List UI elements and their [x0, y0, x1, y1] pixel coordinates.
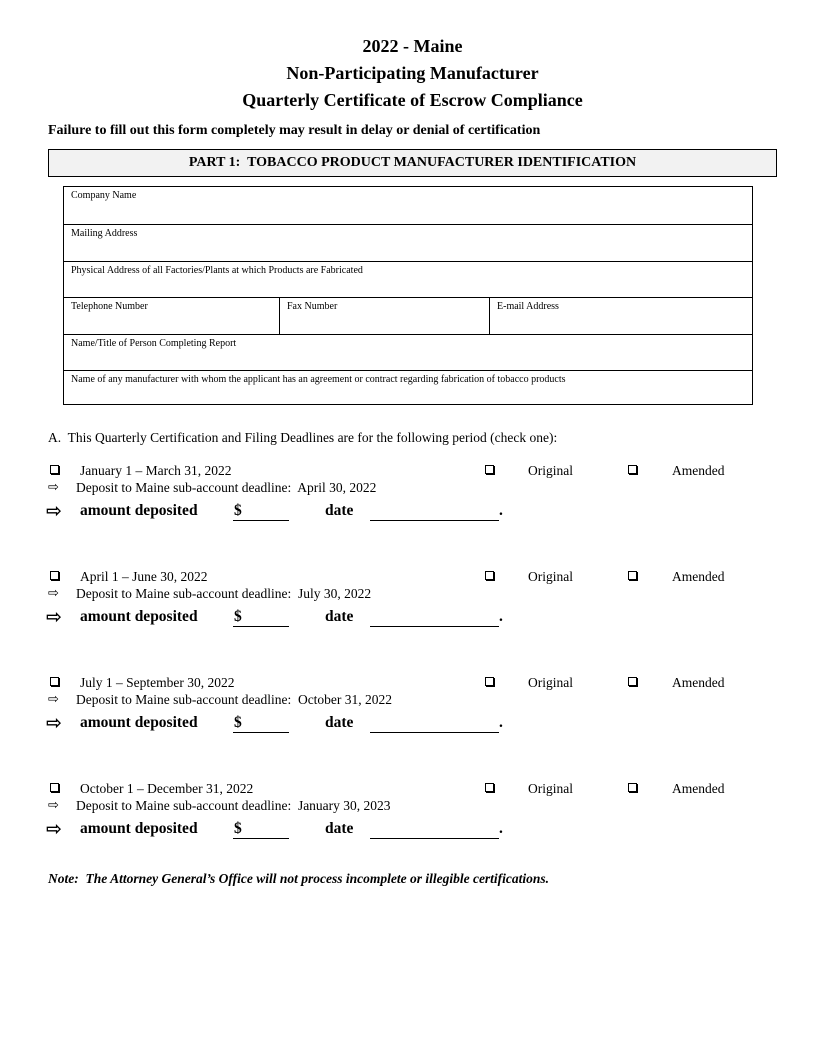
telephone-label: Telephone Number — [71, 301, 148, 312]
date-label: date — [325, 608, 354, 625]
amount-blank[interactable] — [233, 606, 289, 627]
dollar-sign: $ — [234, 608, 242, 625]
amount-deposited-label: amount deposited — [80, 714, 198, 731]
mailing-address-field[interactable] — [64, 224, 752, 261]
amount-blank[interactable] — [233, 500, 289, 521]
person-completing-label: Name/Title of Person Completing Report — [71, 338, 237, 349]
company-name-label: Company Name — [71, 190, 137, 201]
original-label: Original — [528, 569, 573, 584]
mailing-address-label: Mailing Address — [71, 228, 138, 239]
dollar-sign: $ — [234, 502, 242, 519]
fax-field[interactable] — [279, 298, 489, 334]
period-mark: . — [499, 608, 503, 625]
quarter-deadline-line — [48, 797, 777, 814]
warning-text: Failure to fill out this form completely may result in delay or denial of certification — [48, 123, 541, 138]
original-checkbox[interactable] — [485, 465, 494, 474]
quarter-deadline-line — [48, 691, 777, 708]
amended-checkbox[interactable] — [628, 571, 637, 580]
amended-label: Amended — [672, 675, 725, 690]
quarter-block-q3 — [48, 674, 777, 737]
title-certificate: Quarterly Certificate of Escrow Compliance — [242, 90, 583, 110]
period-checkbox[interactable] — [50, 783, 59, 792]
part1-header: PART 1: TOBACCO PRODUCT MANUFACTURER IDENTIFICATION — [48, 149, 777, 177]
quarter-deadline-line — [48, 479, 777, 496]
deadline-text: Deposit to Maine sub-account deadline: July 30, 2022 — [76, 586, 372, 601]
arrow-right-icon: ⇨ — [48, 692, 59, 707]
period-mark: . — [499, 502, 503, 519]
date-label: date — [325, 820, 354, 837]
arrow-right-bold-icon: ⇨ — [46, 606, 62, 628]
period-label: April 1 – June 30, 2022 — [80, 569, 208, 584]
date-blank[interactable] — [370, 606, 499, 627]
title-manufacturer: Non-Participating Manufacturer — [286, 63, 539, 83]
quarter-amount-line — [48, 606, 777, 631]
period-label: January 1 – March 31, 2022 — [80, 463, 232, 478]
quarter-deadline-line — [48, 585, 777, 602]
original-label: Original — [528, 463, 573, 478]
original-checkbox[interactable] — [485, 677, 494, 686]
email-label: E-mail Address — [497, 301, 559, 312]
original-label: Original — [528, 781, 573, 796]
period-checkbox[interactable] — [50, 465, 59, 474]
deadline-text: Deposit to Maine sub-account deadline: October 31, 2022 — [76, 692, 393, 707]
quarter-amount-line — [48, 500, 777, 525]
period-mark: . — [499, 820, 503, 837]
fax-label: Fax Number — [287, 301, 338, 312]
period-mark: . — [499, 714, 503, 731]
amount-blank[interactable] — [233, 712, 289, 733]
arrow-right-icon: ⇨ — [48, 586, 59, 601]
amount-deposited-label: amount deposited — [80, 820, 198, 837]
period-checkbox[interactable] — [50, 677, 59, 686]
manufacturer-agreement-field[interactable] — [64, 370, 752, 404]
section-a-heading: A. This Quarterly Certification and Filing Deadlines are for the following period (check one): — [48, 430, 558, 445]
amended-checkbox[interactable] — [628, 465, 637, 474]
quarter-block-q1 — [48, 462, 777, 525]
date-blank[interactable] — [370, 818, 499, 839]
email-field[interactable] — [489, 298, 752, 334]
amount-blank[interactable] — [233, 818, 289, 839]
deadline-text: Deposit to Maine sub-account deadline: April 30, 2022 — [76, 480, 377, 495]
deadline-text: Deposit to Maine sub-account deadline: January 30, 2023 — [76, 798, 391, 813]
arrow-right-bold-icon: ⇨ — [46, 712, 62, 734]
quarter-period-line — [48, 568, 777, 585]
date-label: date — [325, 502, 354, 519]
amended-checkbox[interactable] — [628, 783, 637, 792]
quarter-block-q2 — [48, 568, 777, 631]
quarter-amount-line — [48, 818, 777, 843]
date-label: date — [325, 714, 354, 731]
company-name-field[interactable] — [64, 187, 752, 224]
note-text: Note: The Attorney General’s Office will not process incomplete or illegible certifications. — [48, 871, 550, 886]
arrow-right-bold-icon: ⇨ — [46, 500, 62, 522]
person-completing-field[interactable] — [64, 334, 752, 370]
original-label: Original — [528, 675, 573, 690]
quarter-block-q4 — [48, 780, 777, 843]
date-blank[interactable] — [370, 500, 499, 521]
manufacturer-id-table — [63, 186, 753, 405]
amended-label: Amended — [672, 463, 725, 478]
title-year-state: 2022 - Maine — [362, 36, 463, 56]
dollar-sign: $ — [234, 714, 242, 731]
amount-deposited-label: amount deposited — [80, 608, 198, 625]
amended-label: Amended — [672, 781, 725, 796]
period-label: July 1 – September 30, 2022 — [80, 675, 235, 690]
quarter-amount-line — [48, 712, 777, 737]
physical-address-label: Physical Address of all Factories/Plants at which Products are Fabricated — [71, 265, 363, 276]
quarter-period-line — [48, 780, 777, 797]
arrow-right-icon: ⇨ — [48, 798, 59, 813]
original-checkbox[interactable] — [485, 571, 494, 580]
period-label: October 1 – December 31, 2022 — [80, 781, 254, 796]
amended-label: Amended — [672, 569, 725, 584]
period-checkbox[interactable] — [50, 571, 59, 580]
telephone-field[interactable] — [64, 298, 279, 334]
manufacturer-agreement-label: Name of any manufacturer with whom the applicant has an agreement or contract regarding fabrication of tobacco products — [71, 374, 566, 385]
arrow-right-icon: ⇨ — [48, 480, 59, 495]
date-blank[interactable] — [370, 712, 499, 733]
arrow-right-bold-icon: ⇨ — [46, 818, 62, 840]
form-title — [48, 33, 777, 114]
quarter-period-line — [48, 674, 777, 691]
amount-deposited-label: amount deposited — [80, 502, 198, 519]
dollar-sign: $ — [234, 820, 242, 837]
quarter-period-line — [48, 462, 777, 479]
amended-checkbox[interactable] — [628, 677, 637, 686]
physical-address-field[interactable] — [64, 261, 752, 297]
contact-row — [64, 297, 752, 334]
original-checkbox[interactable] — [485, 783, 494, 792]
